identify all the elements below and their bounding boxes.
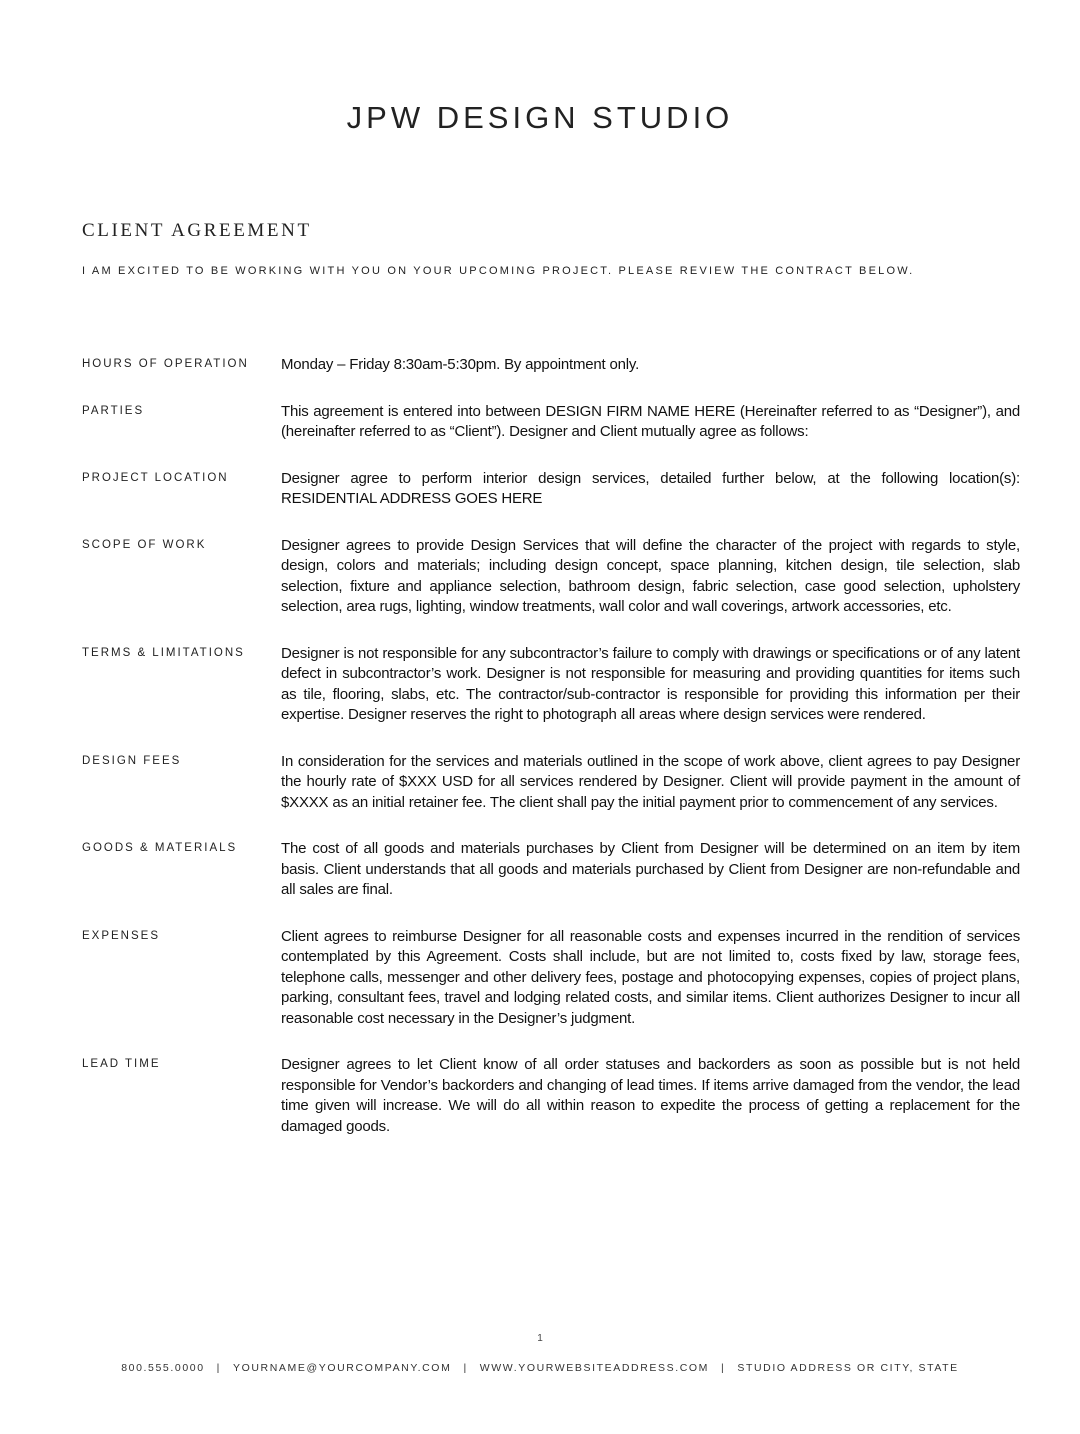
section-parties [82,402,1020,443]
section-text: Designer is not responsible for any subcontractor’s failure to comply with drawings or specifications or of any latent defect in subcontractor’s work. Designer is not responsible for measuring and providing quantities for items such as tile, flooring, slabs, etc. The contractor/sub-contractor is responsible for providing this information per their expertise. Designer reserves the right to photograph all areas where design services were rendered. [281,644,1020,723]
section-label: PARTIES [82,404,145,417]
footer-website: WWW.YOURWEBSITEADDRESS.COM [479,1362,710,1374]
section-design-fees [82,752,1020,814]
section-goods-materials [82,839,1020,901]
section-text: Designer agrees to let Client know of all order statuses and backorders as soon as possible but is not held responsible for Vendor’s backorders and changing of lead times. If items arrive damaged from the vendor, the lead time given will increase. We will do all within reason to expedite the process of getting a replacement for the damaged goods. [281,1056,1020,1135]
brand-title: JPW DESIGN STUDIO [346,100,734,135]
footer-separator: | [463,1362,468,1374]
section-text: This agreement is entered into between DESIGN FIRM NAME HERE (Hereinafter referred to as “Designer”), and (hereinafter referred to as “Client”). Designer and Client mutually agree as follows: [281,402,1020,440]
footer-contact [0,1362,1080,1374]
section-label: HOURS OF OPERATION [82,358,249,370]
footer-address: STUDIO ADDRESS OR CITY, STATE [737,1362,959,1374]
section-label: GOODS & MATERIALS [82,842,238,854]
document-title: CLIENT AGREEMENT [82,220,312,241]
section-terms [82,644,1020,726]
section-text: Client agrees to reimburse Designer for all reasonable costs and expenses incurred in the rendition of services contemplated by this Agreement. Costs shall include, but are not limited to, costs fixed by law, storage fees, telephone calls, messenger and other delivery fees, postage and photocopying expenses, copies of project plans, parking, consultant fees, travel and lodging related costs, and similar items. Client authorizes Designer to incur all reasonable cost necessary in the Designer’s judgment. [281,927,1020,1027]
section-label: SCOPE OF WORK [82,538,207,551]
section-expenses [82,927,1020,1030]
section-label: PROJECT LOCATION [82,471,229,484]
footer-separator: | [721,1362,726,1374]
agreement-sections [82,355,1020,1163]
footer-separator: | [216,1362,221,1374]
footer-phone: 800.555.0000 [121,1362,205,1374]
section-text: In consideration for the services and materials outlined in the scope of work above, client agrees to pay Designer the hourly rate of $XXX USD for all services rendered by Designer. Client will provide payment in the amount of $XXXX as an initial retainer fee. The client shall pay the initial payment prior to commencement of any services. [281,752,1020,811]
section-project-location [82,469,1020,510]
section-hours [82,355,1020,376]
section-lead-time [82,1055,1020,1137]
section-label: TERMS & LIMITATIONS [82,646,245,659]
intro-text: I AM EXCITED TO BE WORKING WITH YOU ON YOUR UPCOMING PROJECT. PLEASE REVIEW THE CONTRACT BELOW. [82,265,915,277]
section-label: EXPENSES [82,929,160,942]
section-scope-of-work [82,536,1020,618]
section-text: Designer agrees to provide Design Services that will define the character of the project with regards to style, design, colors and materials; including design concept, space planning, kitchen design, tile selection, slab selection, fixture and appliance selection, bathroom design, fabric selection, case good selection, upholstery selection, area rugs, lighting, window treatments, wall color and wall coverings, artwork accessories, etc. [281,536,1020,615]
page-number: 1 [537,1333,543,1344]
section-text: The cost of all goods and materials purchases by Client from Designer will be determined on an item by item basis. Client understands that all goods and materials purchased by Client from Designer are non-refundable and all sales are final. [281,840,1020,898]
section-label: DESIGN FEES [82,754,182,767]
footer-email: YOURNAME@YOURCOMPANY.COM [232,1362,452,1374]
section-label: LEAD TIME [82,1058,161,1070]
section-text: Designer agree to perform interior design services, detailed further below, at the following location(s): RESIDENTIAL ADDRESS GOES HERE [281,469,1020,507]
section-text: Monday – Friday 8:30am-5:30pm. By appointment only. [281,356,640,373]
